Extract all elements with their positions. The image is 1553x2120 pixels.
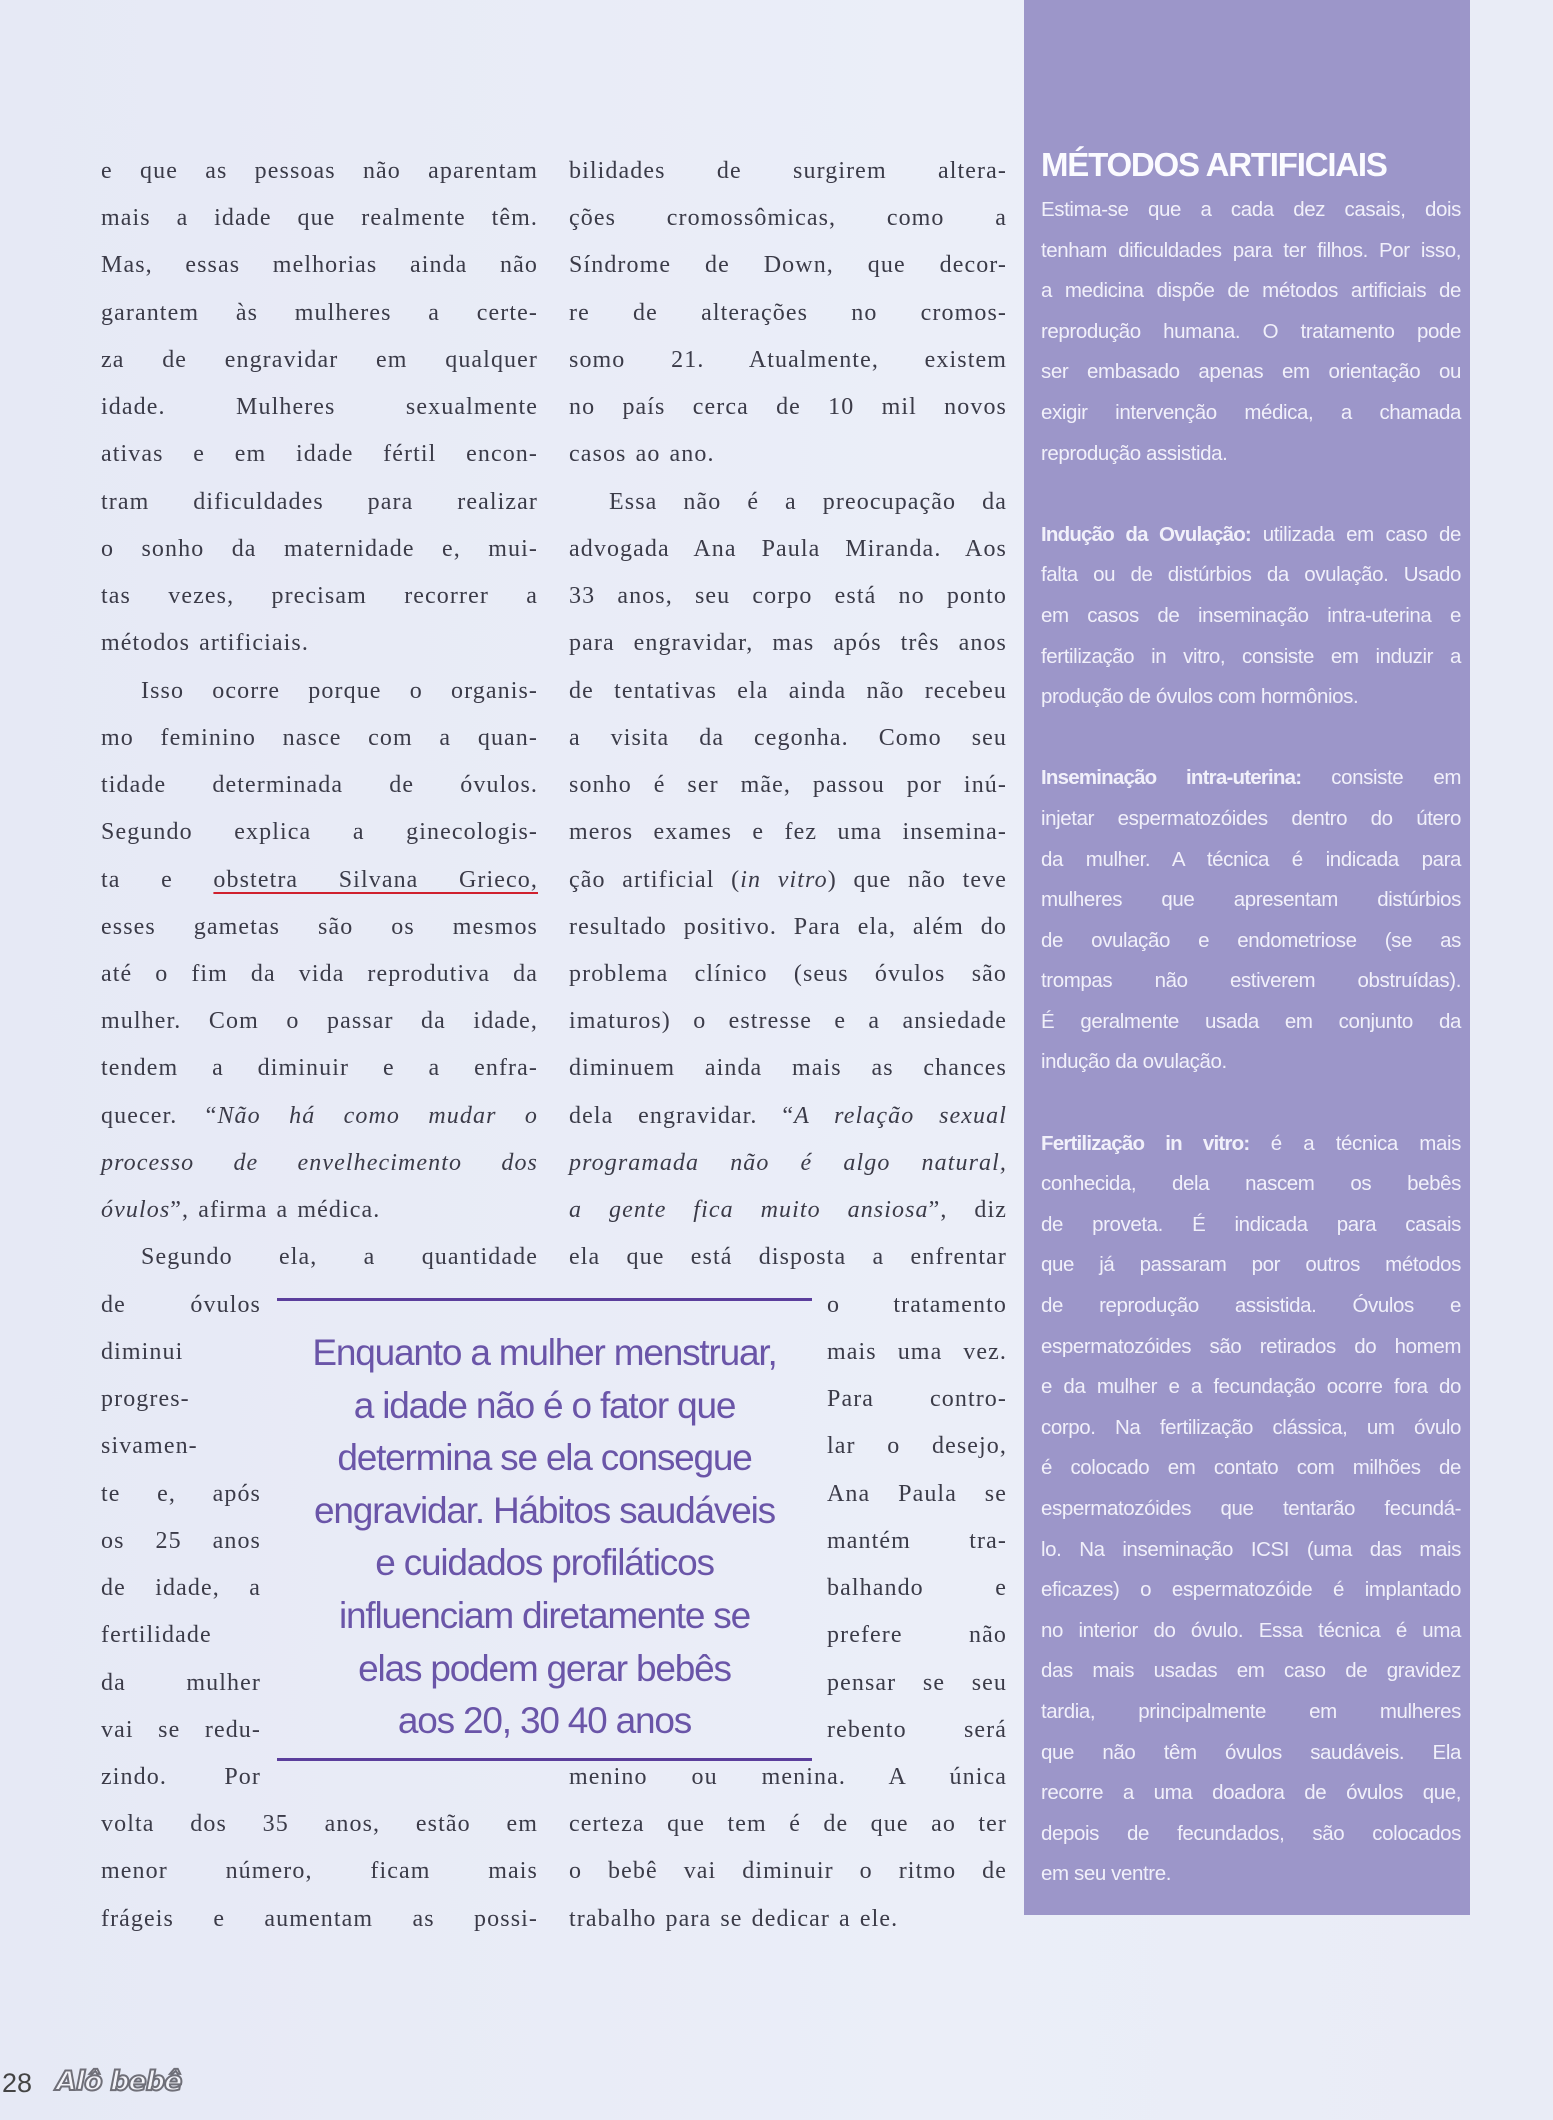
text-run: idade. Mulheres sexualmente	[101, 394, 538, 421]
text-run: garantem às mulheres a certe-	[101, 299, 538, 326]
sidebar-line	[1041, 1814, 1461, 1855]
text-run: a visita da cegonha. Como seu	[569, 724, 1007, 751]
sidebar-line	[1041, 231, 1461, 272]
text-run: mo feminino nasce com a quan-	[101, 724, 538, 751]
text-run: mais a idade que realmente têm.	[101, 205, 538, 232]
sidebar-line	[1041, 1854, 1461, 1895]
text-line	[101, 290, 538, 337]
sidebar-line	[1041, 1205, 1461, 1246]
text-run: bilidades de surgirem altera-	[569, 158, 1007, 184]
text-line	[827, 1329, 1007, 1376]
text-run: no interior do óvulo. Essa técnica é uma	[1041, 1618, 1461, 1642]
text-run: advogada Ana Paula Miranda. Aos	[569, 535, 1007, 562]
text-line	[101, 1707, 261, 1754]
text-run: Segundo ela, a quantidade	[141, 1244, 538, 1271]
text-run: obstetra Silvana Grieco,	[213, 866, 538, 893]
text-line	[827, 1565, 1007, 1612]
text-run: sivamen-	[101, 1433, 198, 1460]
text-run: sonho é ser mãe, passou por inú-	[569, 772, 1007, 799]
text-run: Não há como mudar o	[217, 1102, 538, 1129]
text-run: rebento será	[827, 1716, 1007, 1743]
text-run: programada não é algo natural,	[569, 1149, 1007, 1176]
text-run: re de alterações no cromos-	[569, 299, 1007, 326]
text-run: o sonho da maternidade e, mui-	[101, 535, 538, 562]
text-run: lar o desejo,	[827, 1433, 1007, 1460]
text-run: óvulos	[101, 1197, 171, 1224]
text-run: o tratamento	[827, 1291, 1007, 1318]
text-run: de idade, a	[101, 1575, 261, 1602]
sidebar-line	[1041, 1002, 1461, 1043]
text-line	[101, 998, 538, 1045]
text-run: eficazes) o espermatozóide é implantado	[1041, 1578, 1461, 1602]
text-line	[827, 1423, 1007, 1470]
text-line	[101, 1565, 261, 1612]
text-line	[101, 431, 538, 478]
text-line	[827, 1660, 1007, 1707]
sidebar-line	[1041, 1448, 1461, 1489]
text-run: trabalho para se dedicar a ele.	[569, 1905, 899, 1932]
text-run: falta ou de distúrbios da ovulação. Usado	[1041, 563, 1461, 587]
pull-quote-line: aos 20, 30 40 anos	[397, 1700, 692, 1742]
text-run: das mais usadas em caso de gravidez	[1041, 1659, 1461, 1683]
text-run: conhecida, dela nascem os bebês	[1041, 1172, 1461, 1196]
sidebar-line	[1041, 434, 1461, 475]
text-run: ”, diz	[928, 1197, 1007, 1224]
text-run: Síndrome de Down, que decor-	[569, 252, 1007, 279]
text-run: espermatozóides que tentarão fecundá-	[1041, 1497, 1461, 1520]
text-line	[569, 951, 1007, 998]
text-line	[569, 526, 1007, 573]
text-run: resultado positivo. Para ela, além do	[569, 913, 1007, 940]
text-line	[569, 431, 1007, 478]
text-line	[101, 242, 538, 289]
text-run: balhando e	[827, 1575, 1007, 1602]
text-run: Ana Paula se	[827, 1480, 1007, 1507]
text-line	[101, 526, 538, 573]
text-line	[569, 1187, 1007, 1234]
text-run: esses gametas são os mesmos	[101, 913, 538, 940]
text-run: de reprodução assistida. Óvulos e	[1041, 1294, 1461, 1318]
text-line	[101, 715, 538, 762]
sidebar-line	[1041, 961, 1461, 1002]
text-line	[101, 1848, 538, 1895]
text-run: utilizada em caso de	[1250, 522, 1461, 546]
text-line	[101, 620, 538, 667]
pull-quote-line: Enquanto a mulher menstruar,	[312, 1332, 777, 1373]
text-line	[569, 1140, 1007, 1187]
text-line	[101, 1801, 538, 1848]
text-run: da mulher. A técnica é indicada para	[1041, 847, 1461, 871]
sidebar-line	[1041, 271, 1461, 312]
text-line	[101, 573, 538, 620]
text-run: menor número, ficam mais	[101, 1858, 538, 1885]
text-run: ) que não teve	[827, 866, 1008, 893]
pull-quote-line: e cuidados profiláticos	[375, 1542, 714, 1584]
text-run: em seu ventre.	[1041, 1862, 1171, 1886]
text-run: Fertilização in vitro:	[1041, 1131, 1250, 1155]
text-run: de óvulos	[101, 1291, 261, 1318]
sidebar-line	[1041, 677, 1461, 718]
text-line	[101, 809, 538, 856]
text-run: injetar espermatozóides dentro do útero	[1041, 806, 1461, 830]
text-run: é colocado em contato com milhões de	[1041, 1456, 1461, 1480]
text-run: mulher. Com o passar da idade,	[101, 1008, 538, 1035]
text-run: fertilidade	[101, 1622, 212, 1649]
text-run: ativas e em idade fértil encon-	[101, 441, 538, 468]
text-run: ta e	[101, 866, 214, 893]
text-run: tendem a diminuir e a enfra-	[101, 1055, 538, 1082]
text-run: e da mulher e a fecundação ocorre fora do	[1041, 1375, 1461, 1399]
sidebar-line	[1041, 1773, 1461, 1814]
sidebar-line	[1041, 1733, 1461, 1774]
sidebar-line	[1041, 1651, 1461, 1692]
text-line	[569, 1045, 1007, 1092]
text-line	[827, 1707, 1007, 1754]
sidebar-line	[1041, 1042, 1461, 1083]
text-run: lo. Na inseminação ICSI (uma das mais	[1041, 1537, 1461, 1561]
text-line	[101, 1754, 261, 1801]
sidebar-line	[1041, 596, 1461, 637]
text-run: progres-	[101, 1386, 190, 1413]
text-run: fertilização in vitro, consiste em induzir a	[1041, 644, 1461, 668]
text-line	[101, 1045, 538, 1092]
sidebar-line	[1041, 1489, 1461, 1530]
text-run: reprodução humana. O tratamento pode	[1041, 319, 1461, 343]
text-line	[569, 1234, 1007, 1281]
text-run: o bebê vai diminuir o ritmo de	[569, 1858, 1007, 1885]
text-run: ções cromossômicas, como a	[569, 205, 1007, 232]
text-line	[101, 1187, 538, 1234]
sidebar-line	[1041, 1611, 1461, 1652]
text-run: é a técnica mais	[1249, 1131, 1461, 1155]
text-run: tardia, principalmente em mulheres	[1041, 1699, 1461, 1723]
text-run: consiste em	[1301, 766, 1461, 790]
text-run: e que as pessoas não aparentam	[101, 158, 538, 184]
pull-quote-line: determina se ela consegue	[337, 1437, 752, 1479]
sidebar-line	[1041, 637, 1461, 678]
text-line	[101, 1093, 538, 1140]
text-run: pensar se seu	[827, 1669, 1007, 1696]
text-run: dela engravidar. “	[569, 1102, 795, 1129]
text-run: Indução da Ovulação:	[1041, 522, 1251, 546]
page-number: 28	[2, 2068, 33, 2098]
text-line	[569, 857, 1007, 904]
text-line	[101, 762, 538, 809]
text-run: certeza que tem é de que ao ter	[569, 1811, 1007, 1838]
sidebar-line	[1041, 840, 1461, 881]
sidebar-line	[1041, 1530, 1461, 1571]
text-run: que não têm óvulos saudáveis. Ela	[1041, 1740, 1461, 1764]
text-run: métodos artificiais.	[101, 630, 309, 657]
text-run: de proveta. É indicada para casais	[1041, 1212, 1461, 1236]
text-run: zindo. Por	[101, 1763, 261, 1790]
sidebar-line	[1041, 1367, 1461, 1408]
text-run: Estima-se que a cada dez casais, dois	[1041, 198, 1461, 221]
text-run: mais uma vez.	[827, 1338, 1007, 1365]
sidebar-line	[1041, 555, 1461, 596]
sidebar-line	[1041, 1124, 1461, 1165]
text-run: somo 21. Atualmente, existem	[569, 346, 1007, 373]
text-run: trompas não estiverem obstruídas).	[1041, 969, 1461, 993]
text-line	[569, 998, 1007, 1045]
text-line	[569, 1801, 1007, 1848]
text-run: Mas, essas melhorias ainda não	[101, 252, 538, 279]
text-run: prefere não	[827, 1622, 1007, 1649]
text-run: corpo. Na fertilização clássica, um óvulo	[1041, 1415, 1461, 1439]
spacer	[1041, 718, 1461, 759]
text-run: ela que está disposta a enfrentar	[569, 1244, 1007, 1271]
text-run: vai se redu-	[101, 1716, 261, 1743]
text-run: a medicina dispõe de métodos artificiais de	[1041, 279, 1461, 303]
text-line	[101, 1140, 538, 1187]
text-run: problema clínico (seus óvulos são	[569, 960, 1007, 987]
text-line	[101, 148, 538, 195]
text-run: tas vezes, precisam recorrer a	[101, 583, 538, 610]
sidebar-line	[1041, 393, 1461, 434]
sidebar-line	[1041, 1245, 1461, 1286]
text-line	[101, 1896, 538, 1943]
text-line	[101, 337, 538, 384]
text-run: diminuem ainda mais as chances	[569, 1055, 1007, 1082]
text-run: É geralmente usada em conjunto da	[1041, 1009, 1461, 1033]
text-line	[569, 620, 1007, 667]
text-run: in vitro	[740, 866, 828, 893]
sidebar-line	[1041, 1327, 1461, 1368]
text-line	[569, 290, 1007, 337]
text-line	[101, 1329, 261, 1376]
text-line	[827, 1376, 1007, 1423]
text-run: que já passaram por outros métodos	[1041, 1253, 1461, 1277]
text-line	[827, 1612, 1007, 1659]
text-line	[569, 904, 1007, 951]
spacer	[1041, 474, 1461, 515]
text-line	[569, 668, 1007, 715]
text-line	[569, 573, 1007, 620]
text-run: a gente fica muito ansiosa	[569, 1197, 929, 1224]
sidebar-box	[1024, 0, 1470, 1915]
pull-quote-line: engravidar. Hábitos saudáveis	[314, 1489, 775, 1531]
text-run: mantém tra-	[827, 1527, 1007, 1554]
sidebar-line	[1041, 1286, 1461, 1327]
text-run: de tentativas ela ainda não recebeu	[569, 677, 1007, 704]
text-line	[569, 762, 1007, 809]
text-line	[827, 1518, 1007, 1565]
text-line	[101, 1612, 261, 1659]
text-line	[101, 668, 538, 715]
text-run: Isso ocorre porque o organis-	[141, 677, 538, 704]
text-run: da mulher	[101, 1669, 261, 1696]
text-run: produção de óvulos com hormônios.	[1041, 685, 1359, 709]
text-run: Segundo explica a ginecologis-	[101, 819, 538, 846]
text-line	[569, 384, 1007, 431]
pull-quote	[277, 1298, 812, 1761]
text-line	[101, 1660, 261, 1707]
text-run: 33 anos, seu corpo está no ponto	[569, 583, 1007, 610]
sidebar-title: MÉTODOS ARTIFICIAIS	[1041, 146, 1387, 183]
sidebar-line	[1041, 921, 1461, 962]
text-line	[569, 1754, 1007, 1801]
sidebar-line	[1041, 1570, 1461, 1611]
text-run: ção artificial (	[569, 866, 741, 893]
text-line	[569, 195, 1007, 242]
text-run: no país cerca de 10 mil novos	[569, 394, 1007, 421]
sidebar-line	[1041, 190, 1461, 231]
text-run: mulheres que apresentam distúrbios	[1041, 888, 1461, 912]
text-run: menino ou menina. A única	[569, 1763, 1007, 1790]
text-line	[101, 195, 538, 242]
text-run: frágeis e aumentam as possi-	[101, 1905, 538, 1932]
sidebar-line	[1041, 312, 1461, 353]
text-run: exigir intervenção médica, a chamada	[1041, 400, 1461, 424]
text-line	[101, 1282, 261, 1329]
text-run: tidade determinada de óvulos.	[101, 772, 538, 799]
text-line	[569, 715, 1007, 762]
text-line	[569, 1093, 1007, 1140]
text-line	[569, 1896, 1007, 1943]
text-run: Para contro-	[827, 1386, 1007, 1413]
text-run: Inseminação intra-uterina:	[1041, 766, 1302, 790]
text-line	[569, 242, 1007, 289]
text-line	[101, 951, 538, 998]
text-run: os 25 anos	[101, 1527, 261, 1554]
text-run: quecer. “	[101, 1102, 218, 1129]
text-line	[569, 148, 1007, 195]
text-line	[101, 479, 538, 526]
sidebar-line	[1041, 880, 1461, 921]
text-run: za de engravidar em qualquer	[101, 346, 538, 373]
text-run: em casos de inseminação intra-uterina e	[1041, 603, 1461, 627]
pull-quote-line: a idade não é o fator que	[353, 1384, 736, 1426]
text-run: reprodução assistida.	[1041, 441, 1228, 465]
text-line	[827, 1471, 1007, 1518]
text-run: te e, após	[101, 1480, 261, 1507]
text-line	[101, 904, 538, 951]
sidebar-line	[1041, 1164, 1461, 1205]
sidebar-body	[1041, 190, 1461, 1895]
sidebar-line	[1041, 352, 1461, 393]
text-line	[101, 384, 538, 431]
magazine-logo: Alô bebê	[56, 2066, 182, 2097]
text-line	[101, 857, 538, 904]
pull-quote-line: influenciam diretamente se	[339, 1594, 750, 1636]
text-run: recorre a uma doadora de óvulos que,	[1041, 1781, 1461, 1805]
sidebar-line	[1041, 758, 1461, 799]
text-line	[101, 1471, 261, 1518]
text-run: ser embasado apenas em orientação ou	[1041, 360, 1461, 384]
text-line	[101, 1376, 261, 1423]
sidebar-line	[1041, 799, 1461, 840]
text-run: tram dificuldades para realizar	[101, 488, 538, 515]
text-line	[101, 1234, 538, 1281]
pull-quote-line: elas podem gerar bebês	[358, 1647, 731, 1689]
text-run: imaturos) o estresse e a ansiedade	[569, 1008, 1007, 1035]
text-line	[569, 809, 1007, 856]
text-run: para engravidar, mas após três anos	[569, 630, 1007, 657]
text-line	[101, 1423, 261, 1470]
text-run: volta dos 35 anos, estão em	[101, 1811, 538, 1838]
text-line	[827, 1282, 1007, 1329]
text-run: espermatozóides são retirados do homem	[1041, 1334, 1461, 1358]
text-run: ”, afirma a médica.	[170, 1197, 381, 1224]
text-line	[569, 479, 1007, 526]
text-line	[101, 1518, 261, 1565]
sidebar-line	[1041, 1692, 1461, 1733]
text-run: depois de fecundados, são colocados	[1041, 1821, 1461, 1845]
spacer	[1041, 1083, 1461, 1124]
text-run: até o fim da vida reprodutiva da	[101, 960, 538, 987]
text-run: de ovulação e endometriose (se as	[1041, 928, 1461, 952]
text-run: diminui	[101, 1338, 184, 1365]
text-run: A relação sexual	[794, 1102, 1007, 1129]
text-run: tenham dificuldades para ter filhos. Por isso,	[1041, 238, 1461, 262]
sidebar-line	[1041, 515, 1461, 556]
text-run: Essa não é a preocupação da	[609, 488, 1007, 515]
text-run: meros exames e fez uma insemina-	[569, 819, 1007, 846]
pull-quote-text	[277, 1327, 812, 1748]
text-run: casos ao ano.	[569, 441, 715, 468]
text-line	[569, 1848, 1007, 1895]
text-line	[569, 337, 1007, 384]
text-run: processo de envelhecimento dos	[101, 1149, 538, 1176]
sidebar-line	[1041, 1408, 1461, 1449]
text-run: indução da ovulação.	[1041, 1050, 1227, 1074]
